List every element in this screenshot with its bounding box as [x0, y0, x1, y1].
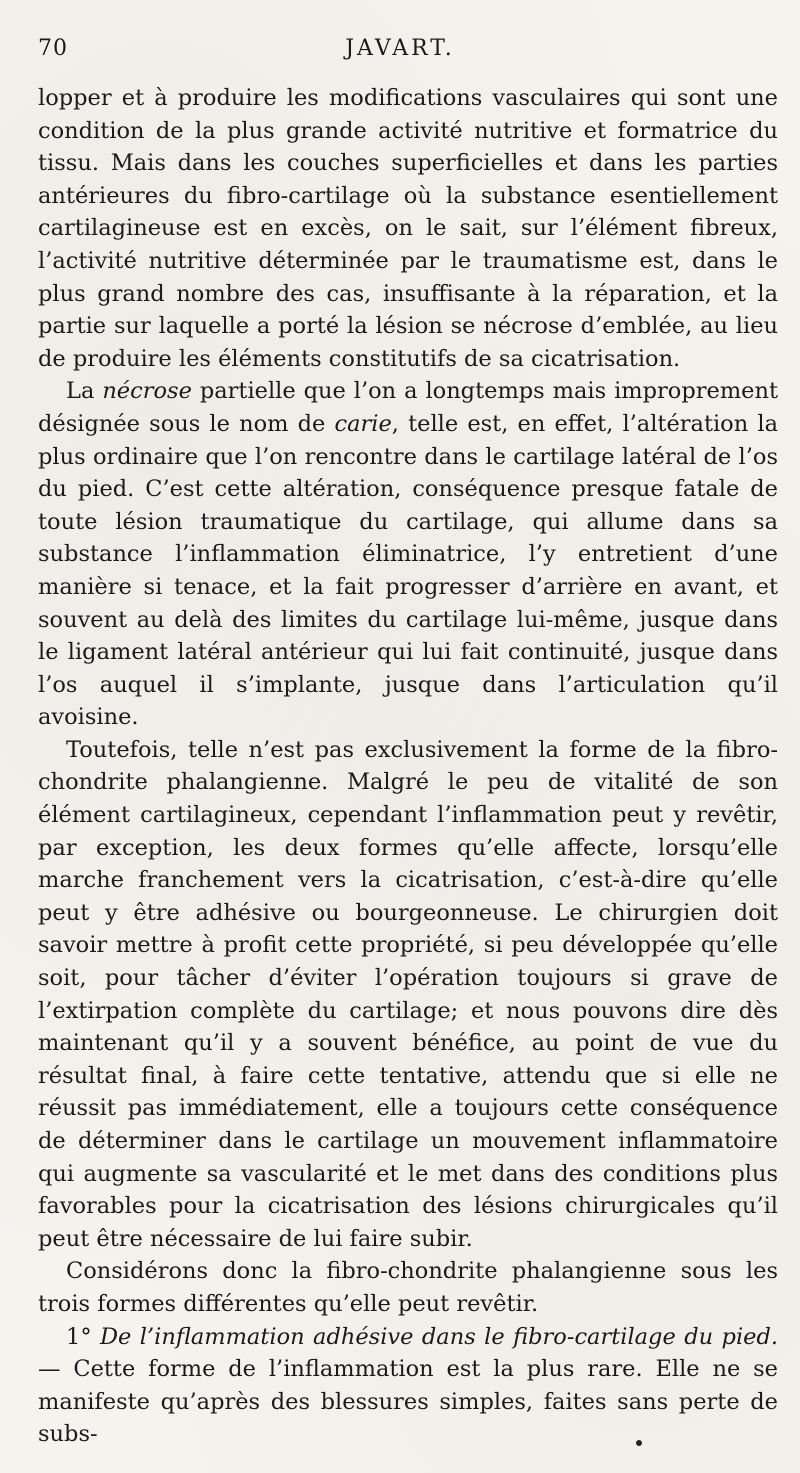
- paragraph-text: Considérons donc la fibro-chondrite phalangienne sous les trois formes différentes qu’elle peut revêtir.: [38, 1258, 778, 1317]
- page-number: 70: [38, 36, 68, 61]
- section-heading: De l’inflammation adhésive dans le fibro-cartilage du pied.: [100, 1323, 779, 1350]
- paragraph-2: [38, 375, 778, 734]
- paragraph-5: [38, 1321, 778, 1451]
- paragraph-text-mid: partielle que l’on a longtemps mais improprement désignée sous le nom de: [38, 378, 779, 437]
- body-text: [38, 82, 778, 1451]
- emphasis-necrose: nécrose: [102, 378, 192, 405]
- paragraph-4: [38, 1255, 778, 1320]
- ink-speck: [636, 1440, 642, 1446]
- emphasis-carie: carie: [334, 410, 392, 437]
- page-header: [38, 36, 762, 72]
- paragraph-text-end: , telle est, en effet, l’altération la plus ordinaire que l’on rencontre dans le cartilage latéral de l’os du pied. C’est cette altération, conséquence presque fatale de toute lésion traumatique du cartilage, qui allume dans sa substance l’inflammation éliminatrice, l’y entretient d’une manière si tenace, et la fait progresser d’arrière en avant, et souvent au delà des limites du cartilage lui-même, jusque dans le ligament latéral antérieur qui lui fait continuité, jusque dans l’os auquel il s’implante, jusque dans l’articulation qu’il avoisine.: [38, 410, 778, 731]
- running-title: JAVART.: [345, 36, 455, 61]
- paragraph-text-start: La: [66, 378, 103, 405]
- paragraph-3: [38, 734, 778, 1256]
- paragraph-1: [38, 82, 778, 375]
- paragraph-text: — Cette forme de l’inflammation est la plus rare. Elle ne se manifeste qu’après des blessures simples, faites sans perte de subs-: [38, 1356, 778, 1448]
- paragraph-text: lopper et à produire les modifications vasculaires qui sont une condition de la plus grande activité nutritive et formatrice du tissu. Mais dans les couches superficielles et dans les parties antérieures du fibro-cartilage où la substance esentiellement cartilagineuse est en excès, on le sait, sur l’élément fibreux, l’activité nutritive déterminée par le traumatisme est, dans le plus grand nombre des cas, insuffisante à la réparation, et la partie sur laquelle a porté la lésion se nécrose d’emblée, au lieu de produire les éléments constitutifs de sa cicatrisation.: [38, 85, 778, 372]
- section-number: 1°: [66, 1323, 101, 1350]
- paragraph-text: Toutefois, telle n’est pas exclusivement la forme de la fibro-chondrite phalangienne. Malgré le peu de vitalité de son élément cartilagineux, cependant l’inflammation peut y revêtir, par exception, les deux formes qu’elle affecte, lorsqu’elle marche franchement vers la cicatrisation, c’est-à-dire qu’elle peut y être adhésive ou bourgeonneuse. Le chirurgien doit savoir mettre à profit cette propriété, si peu développée qu’elle soit, pour tâcher d’éviter l’opération toujours si grave de l’extirpation complète du cartilage; et nous pouvons dire dès maintenant qu’il y a souvent bénéfice, au point de vue du résultat final, à faire cette tentative, attendu que si elle ne réussit pas immédiatement, elle a toujours cette conséquence de déterminer dans le cartilage un mouvement inflammatoire qui augmente sa vascularité et le met dans des conditions plus favorables pour la cicatrisation des lésions chirurgicales qu’il peut être nécessaire de lui faire subir.: [38, 736, 778, 1252]
